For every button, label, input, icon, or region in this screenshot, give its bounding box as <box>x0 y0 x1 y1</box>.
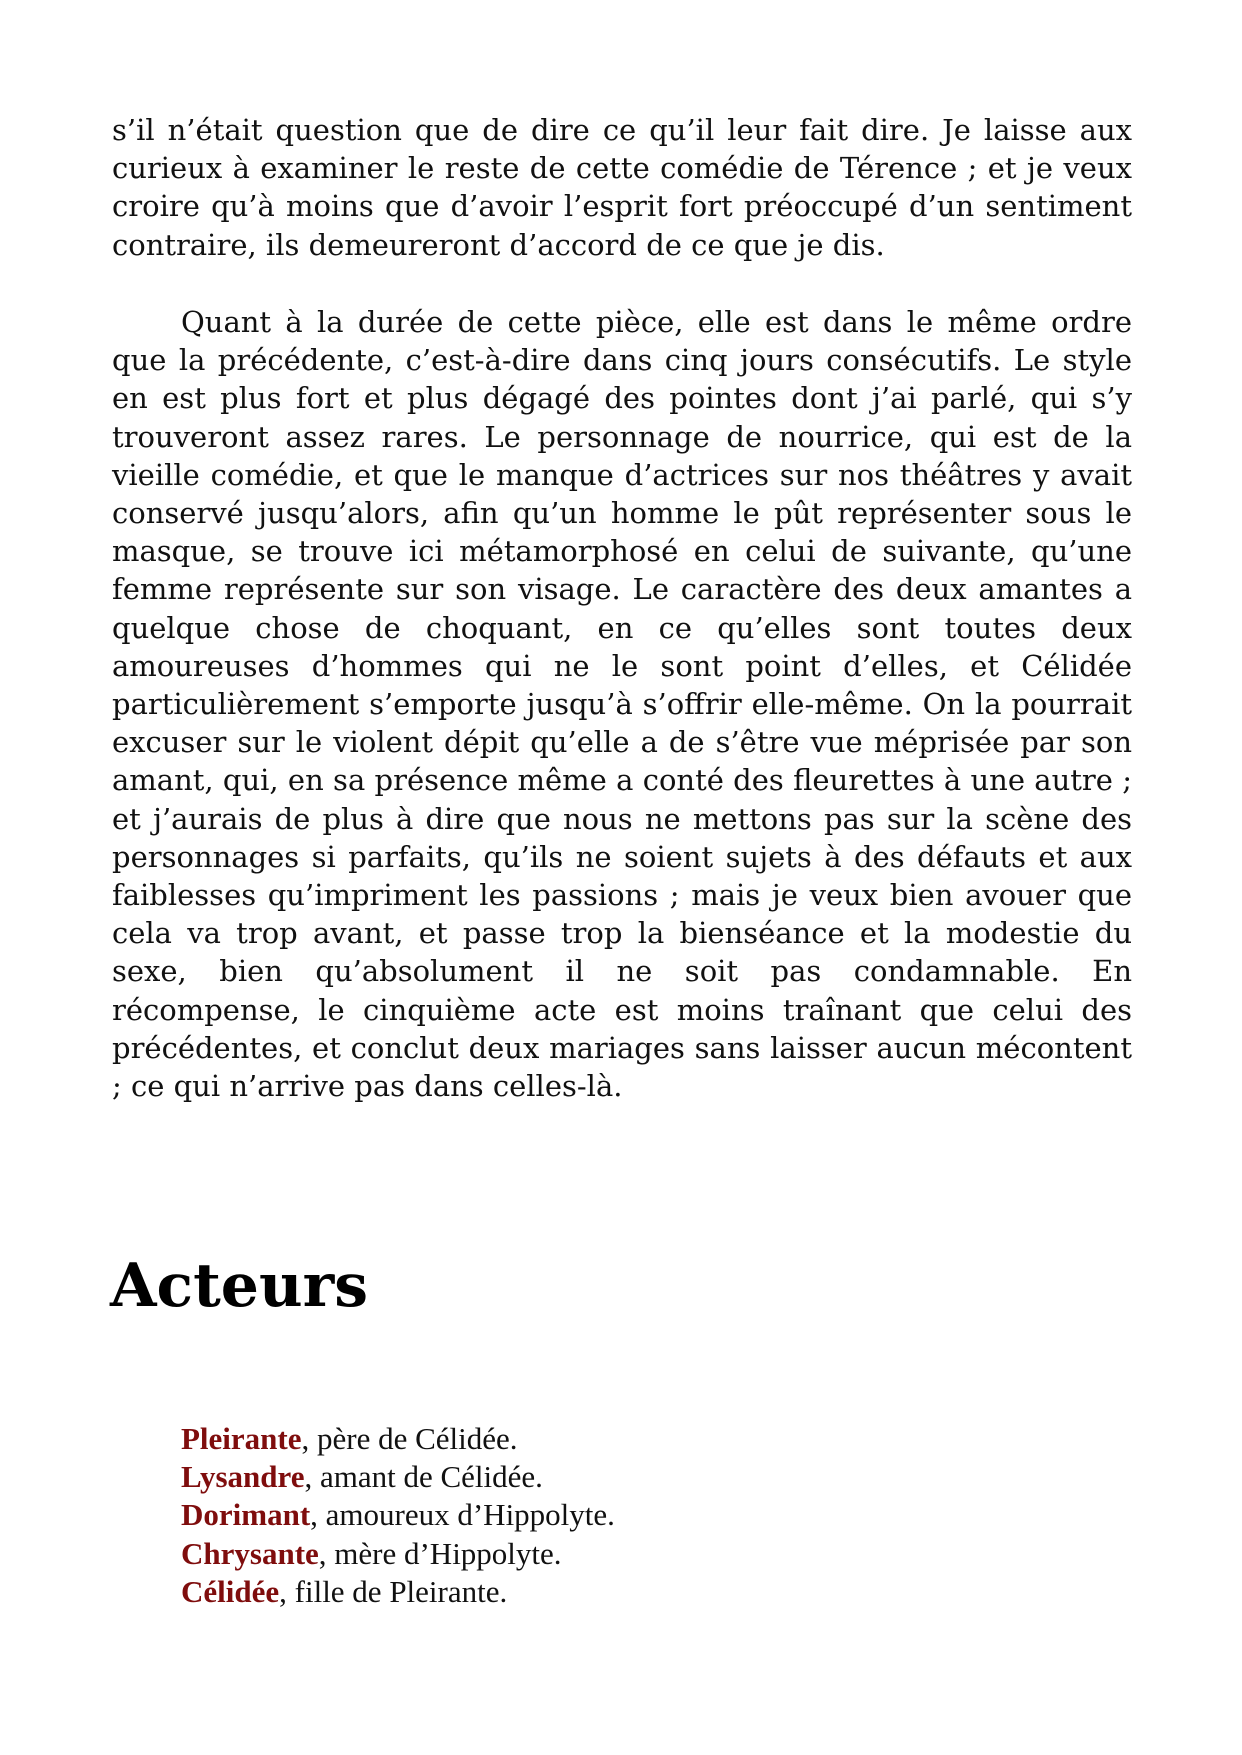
role-description: , père de Célidée. <box>301 1421 518 1456</box>
role-description: , mère d’Hippolyte. <box>318 1535 562 1571</box>
cast-item <box>181 1535 615 1573</box>
cast-heading: Acteurs <box>110 1251 368 1321</box>
cast-item <box>181 1458 615 1496</box>
body-paragraph-2: Quant à la durée de cette pièce, elle est dans le même ordre que la précédente, c’est-à-dire dans cinq jours consécutifs. Le style en est plus fort et plus dégagé des pointes dont j’ai parlé, qui s’y trouveront assez rares. Le personnage de nourrice, qui est de la vieille comédie, et que le manque d’actrices sur nos théâtres y avait conservé jusqu’alors, afin qu’un homme le pût représenter sous le masque, se trouve ici métamorphosé en celui de suivante, qu’une femme représente sur son visage. Le caractère des deux amantes a quelque chose de choquant, en ce qu’elles sont toutes deux amoureuses d’hommes qui ne le sont point d’elles, et Célidée particulièrement s’emporte jusqu’à s’offrir elle-même. On la pourrait excuser sur le violent dépit qu’elle a de s’être vue méprisée par son amant, qui, en sa présence même a conté des fleurettes à une autre ; et j’aurais de plus à dire que nous ne mettons pas sur la scène des personnages si parfaits, qu’ils ne soient sujets à des défauts et aux faiblesses qu’impriment les passions ; mais je veux bien avouer que cela va trop avant, et passe trop la bienséance et la modestie du sexe, bien qu’absolument il ne soit pas condamnable. En récompense, le cinquième acte est moins traînant que celui des précédentes, et conclut deux mariages sans laisser aucun mécontent ; ce qui n’arrive pas dans celles-là. <box>112 305 1132 1104</box>
cast-list <box>181 1420 615 1611</box>
cast-item <box>181 1420 615 1458</box>
role-description: , fille de Pleirante. <box>279 1573 508 1609</box>
cast-item <box>181 1496 615 1534</box>
role-name: Chrysante <box>181 1535 319 1571</box>
role-name: Lysandre <box>181 1459 305 1495</box>
role-name: Pleirante <box>181 1421 302 1456</box>
cast-item <box>181 1573 615 1611</box>
role-description: , amoureux d’Hippolyte. <box>310 1497 615 1533</box>
role-name: Célidée <box>181 1573 280 1609</box>
role-name: Dorimant <box>181 1497 311 1533</box>
role-description: , amant de Célidée. <box>304 1459 543 1495</box>
body-paragraph-1: s’il n’était question que de dire ce qu’il leur fait dire. Je laisse aux curieux à examiner le reste de cette comédie de Térence ; et je veux croire qu’à moins que d’avoir l’esprit fort préoccupé d’un sentiment contraire, ils demeureront d’accord de ce que je dis. <box>112 113 1132 262</box>
